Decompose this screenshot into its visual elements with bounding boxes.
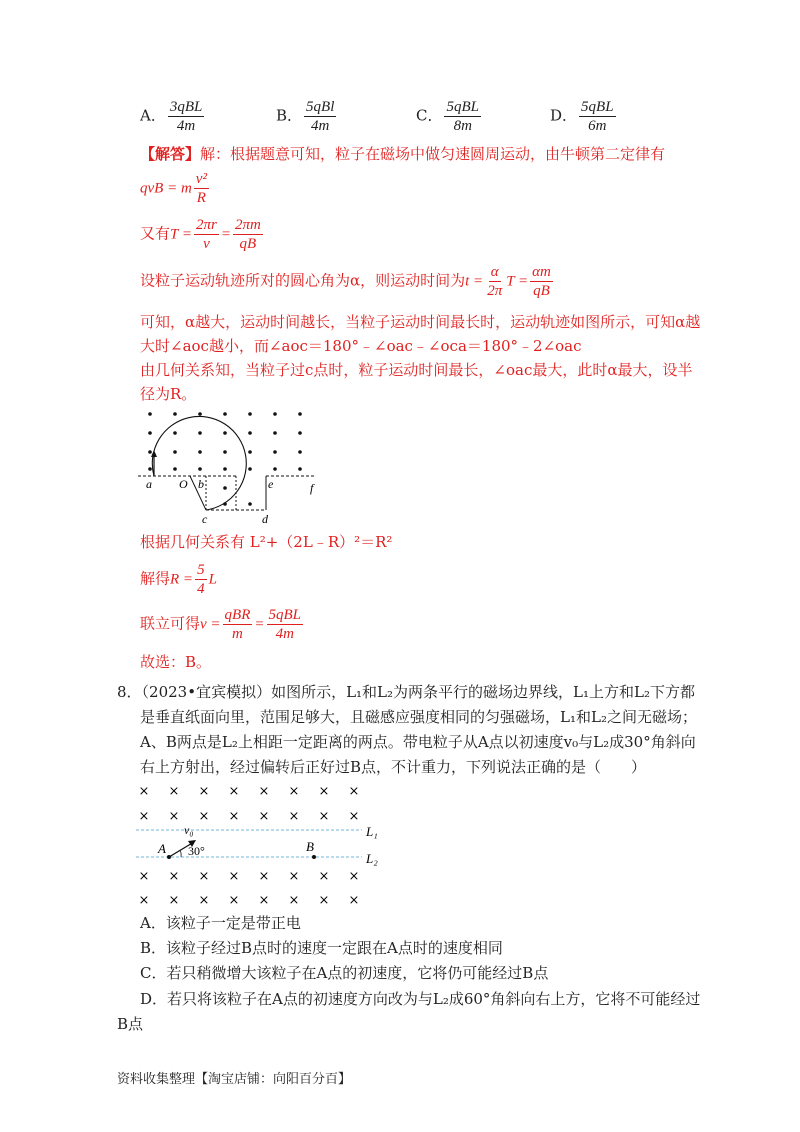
svg-text:×: × bbox=[258, 869, 270, 884]
svg-text:×: × bbox=[168, 869, 180, 884]
answer-line-5: 大时∠aoc越小，而∠aoc＝180°﹣∠oac﹣∠oca＝180°﹣2∠oac bbox=[140, 337, 582, 355]
equation-newton: qvB = m $\frac{\text{v²}}{R}$ bbox=[140, 171, 207, 206]
svg-text:×: × bbox=[228, 893, 240, 908]
field-crosses-bottom bbox=[139, 869, 360, 908]
question-8-line-4: 右上方射出，经过偏转后正好过B点，不计重力，下列说法正确的是（ ） bbox=[140, 758, 647, 776]
answer-line-8: 根据几何关系有 L²+（2L﹣R）²＝R² bbox=[140, 533, 393, 551]
svg-text:×: × bbox=[198, 784, 210, 799]
trajectory-diagram bbox=[138, 404, 328, 526]
label-b: b bbox=[198, 477, 204, 491]
option-b-fraction: $\frac{\text{5qBl}}{4m}$ bbox=[306, 99, 335, 134]
svg-text:×: × bbox=[318, 784, 330, 799]
label-L1: L₁ bbox=[366, 824, 378, 839]
svg-text:×: × bbox=[318, 809, 330, 824]
boundary-diagram: × × × × × × × × × × × × × × × × × L₁ L₂ A v₀ 30° B × × × × × × × × × × × × × × × × bbox=[130, 771, 378, 908]
question-8-option-d: D．若只将该粒子在A点的初速度方向改为与L₂成60°角斜向右上方，它将不可能经过 bbox=[140, 990, 701, 1008]
option-c-fraction: $\frac{\text{5qBL}}{8m}$ bbox=[446, 99, 479, 134]
answer-conclusion: 故选：B。 bbox=[140, 653, 212, 671]
svg-text:×: × bbox=[258, 809, 270, 824]
option-a: A． $\frac{\text{3qBL}}{4m}$ bbox=[140, 99, 203, 134]
question-8-option-a: A．该粒子一定是带正电 bbox=[140, 914, 301, 932]
answer-line-7: 径为R。 bbox=[140, 385, 197, 403]
svg-text:×: × bbox=[258, 893, 270, 908]
answer-line-1: 【解答】解：根据题意可知，粒子在磁场中做匀速圆周运动，由牛顿第二定律有 bbox=[140, 145, 666, 163]
label-o: O bbox=[179, 477, 188, 491]
equation-period: 又有T = $\frac{2\pi r}{v}$ = $\frac{2\pi m}{qB}$ bbox=[140, 217, 261, 252]
label-f: f bbox=[310, 481, 314, 495]
page-footer: 资料收集整理【淘宝店铺：向阳百分百】 bbox=[117, 1072, 352, 1087]
equation-radius: 解得R = $\frac{5}{4}$ L bbox=[140, 562, 217, 597]
question-8-line-3: A、B两点是L₂上相距一定距离的两点。带电粒子从A点以初速度v₀与L₂成30°角斜向 bbox=[140, 733, 696, 751]
svg-text:×: × bbox=[288, 893, 300, 908]
field-crosses-top bbox=[139, 784, 360, 824]
svg-text:×: × bbox=[318, 869, 330, 884]
question-8-option-c: C．若只稍微增大该粒子在A点的初速度，它将仍可能经过B点 bbox=[140, 964, 549, 982]
option-c: C． $\frac{\text{5qBL}}{8m}$ bbox=[416, 99, 479, 134]
option-b: B． $\frac{\text{5qBl}}{4m}$ bbox=[276, 99, 335, 134]
svg-text:×: × bbox=[198, 809, 210, 824]
option-d: D． $\frac{\text{5qBL}}{6m}$ bbox=[550, 99, 614, 134]
label-B: B bbox=[306, 839, 314, 854]
svg-text:×: × bbox=[168, 809, 180, 824]
svg-text:×: × bbox=[198, 893, 210, 908]
svg-text:×: × bbox=[348, 893, 360, 908]
option-d-fraction: $\frac{\text{5qBL}}{6m}$ bbox=[581, 99, 614, 134]
label-e: e bbox=[268, 477, 274, 491]
answer-line-6: 由几何关系知，当粒子过c点时，粒子运动时间最长，∠oac最大，此时α最大，设半 bbox=[140, 361, 693, 379]
answer-line-4: 可知，α越大，运动时间越长，当粒子运动时间最长时，运动轨迹如图所示，可知α越 bbox=[140, 313, 701, 331]
svg-text:×: × bbox=[288, 809, 300, 824]
option-a-fraction: $\frac{\text{3qBL}}{4m}$ bbox=[169, 99, 203, 134]
equation-time: 设粒子运动轨迹所对的圆心角为α，则运动时间为t = $\frac{\alpha}{2\pi}$ T = $\frac{\alpha m}{qB}$ bbox=[140, 264, 551, 299]
svg-text:×: × bbox=[348, 869, 360, 884]
svg-text:×: × bbox=[168, 784, 180, 799]
question-8-line-1: 8．（2023•宜宾模拟）如图所示，L₁和L₂为两条平行的磁场边界线，L₁上方和L₂下方都 bbox=[117, 683, 695, 701]
svg-text:×: × bbox=[228, 869, 240, 884]
svg-text:×: × bbox=[348, 784, 360, 799]
svg-text:×: × bbox=[348, 809, 360, 824]
svg-text:×: × bbox=[138, 893, 150, 908]
label-v0: v₀ bbox=[184, 823, 194, 837]
label-A: A bbox=[158, 841, 166, 856]
question-8-line-2: 是垂直纸面向里，范围足够大，且磁感应强度相同的匀强磁场，L₁和L₂之间无磁场； bbox=[140, 708, 697, 726]
svg-text:×: × bbox=[138, 869, 150, 884]
equation-velocity: 联立可得v = $\frac{\text{qBR}}{m}$ = $\frac{\text{5qBL}}{4m}$ bbox=[140, 607, 302, 642]
svg-text:×: × bbox=[318, 893, 330, 908]
question-8-option-b: B．该粒子经过B点时的速度一定跟在A点时的速度相同 bbox=[140, 939, 503, 957]
svg-text:×: × bbox=[138, 784, 150, 799]
svg-text:×: × bbox=[228, 809, 240, 824]
svg-text:×: × bbox=[288, 869, 300, 884]
label-angle: 30° bbox=[188, 844, 205, 858]
question-8-option-d-continued: B点 bbox=[117, 1015, 144, 1033]
label-a: a bbox=[146, 477, 152, 491]
svg-text:×: × bbox=[228, 784, 240, 799]
svg-text:×: × bbox=[138, 809, 150, 824]
label-L2: L₂ bbox=[366, 851, 378, 866]
svg-text:×: × bbox=[288, 784, 300, 799]
svg-text:×: × bbox=[198, 869, 210, 884]
label-c: c bbox=[202, 512, 208, 526]
label-d: d bbox=[262, 512, 268, 526]
svg-text:×: × bbox=[258, 784, 270, 799]
svg-text:×: × bbox=[168, 893, 180, 908]
